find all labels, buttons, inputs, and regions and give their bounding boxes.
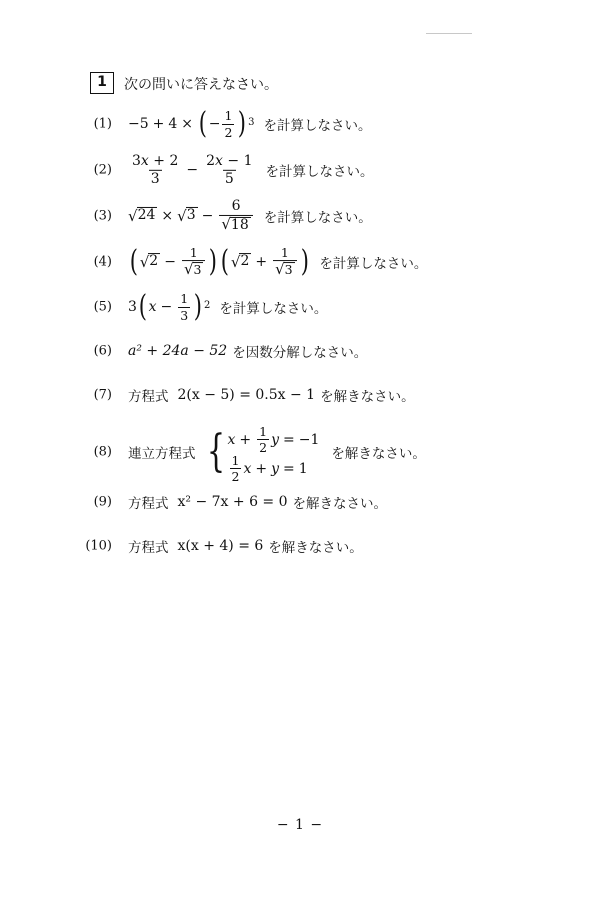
problem-5 [0,285,600,329]
problem-number: (4) [93,254,112,270]
problem-number: (7) [93,387,112,403]
instruction-solve: を解きなさい。 [268,540,363,556]
problem-expression: −5 + 4 × ( − $\frac{1}{2}$ ) $^3$ を計算しなさい。 [128,106,372,141]
problem-number: (5) [93,299,112,315]
problem-number: (8) [93,444,112,460]
instruction-solve: を解きなさい。 [320,389,415,405]
problem-10 [0,524,600,568]
problem-expression [128,536,363,556]
page-number: − 1 − [276,817,324,833]
problem-number: (10) [85,538,112,554]
problem-number: (6) [93,343,112,359]
expression-text: x(x + 4) = 6 [177,538,264,554]
expression-text: a² + 24a − 52 [128,343,228,359]
problem-expression: $\frac{3x + 2}{3}$ − $\frac{2x - 1}{5}$ を計算しなさい。 [132,152,374,187]
instruction-compute: を計算しなさい。 [263,118,372,134]
label-equation: 方程式 [128,496,169,512]
instruction-solve: を解きなさい。 [292,496,388,512]
problem-4 [0,240,600,284]
instruction-compute: を計算しなさい。 [265,164,374,180]
instruction-factor: を因数分解しなさい。 [232,345,368,361]
question-number-box: 1 [90,72,114,94]
instruction-solve: を解きなさい。 [331,446,426,462]
problem-expression: ( √ 2 − 1 √ 3 ) ( √ 2 + 1 √ 3 ) を計算しなさい。 [129,244,428,279]
scan-mark [426,33,472,34]
instruction-compute: を計算しなさい。 [219,301,328,317]
problem-expression [128,341,367,361]
problem-expression: 連立方程式 { x + $\frac{1}{2}$ y = −1 $\frac{1}{2}$ x + y = 1 を解きなさい。 [128,424,426,485]
problem-number: (2) [93,162,112,178]
label-equation: 方程式 [128,389,169,405]
problem-6 [0,329,600,373]
problem-8 [0,420,600,484]
question-instruction: 次の問いに答えなさい。 [124,77,278,93]
problem-9 [0,480,600,524]
expression-text: 2(x − 5) = 0.5x − 1 [177,387,316,403]
problem-expression [128,492,387,512]
problem-expression: √ 24 × √ 3 − 6 √ 18 を計算しなさい。 [128,197,372,233]
instruction-compute: を計算しなさい。 [319,256,428,272]
label-system-equation: 連立方程式 [128,446,196,462]
equation-system: x + $\frac{1}{2}$ y = −1 $\frac{1}{2}$ x + y = 1 [227,424,320,485]
problem-3 [0,194,600,238]
label-equation: 方程式 [128,540,169,556]
instruction-compute: を計算しなさい。 [263,209,372,226]
problem-1 [0,102,600,146]
problem-number: (3) [93,208,112,224]
problem-7 [0,373,600,417]
problem-number: (1) [93,116,112,132]
problem-expression: 3 ( x − $\frac{1}{3}$ ) $^2$ を計算しなさい。 [128,289,328,324]
problem-number: (9) [93,494,112,510]
problem-2 [0,148,600,192]
problem-expression [128,385,415,405]
expression-text: x² − 7x + 6 = 0 [177,494,288,510]
